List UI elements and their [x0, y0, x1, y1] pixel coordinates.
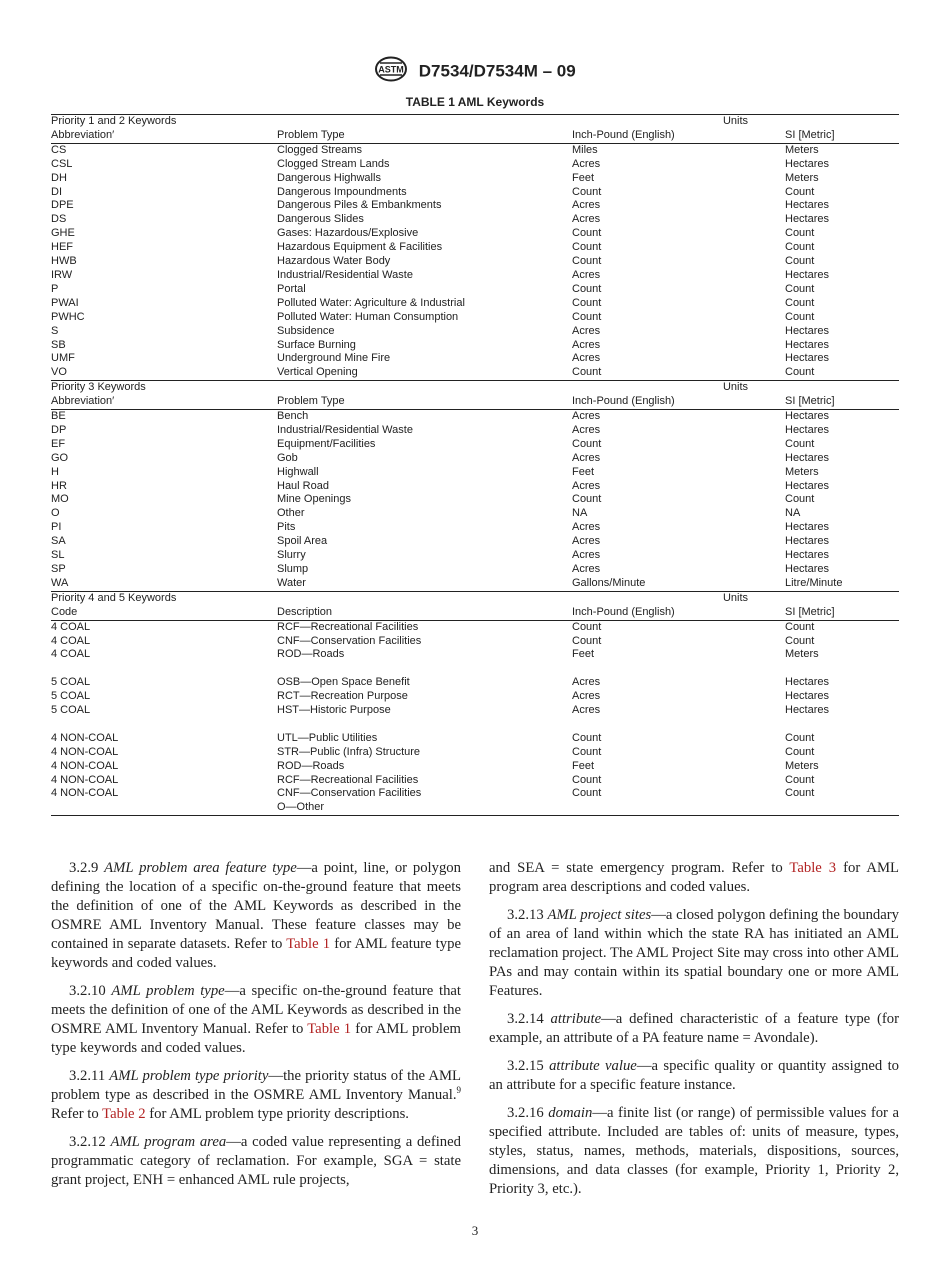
table-cell: Acres	[572, 199, 601, 212]
table-cell: 4 COAL	[51, 648, 91, 661]
table-cell: P	[51, 282, 59, 295]
table-row	[51, 718, 899, 732]
table-cell: NA	[572, 507, 588, 520]
table-cell: Hectares	[785, 410, 830, 423]
standard-designation: D7534/D7534M – 09	[418, 61, 576, 81]
footnote-ref[interactable]: 9	[456, 1085, 461, 1096]
column-header: Problem Type	[277, 129, 572, 143]
table-row	[51, 269, 899, 283]
table-cell: Meters	[785, 759, 819, 772]
table-cell	[785, 718, 899, 732]
table-cell: Hectares	[785, 690, 830, 703]
column-header: Abbreviation′	[51, 129, 277, 143]
table-cell: Count	[785, 773, 815, 786]
table-row	[51, 410, 899, 424]
column-header: Abbreviation′	[51, 395, 277, 409]
paragraph-3-2-15: 3.2.15 attribute value—a specific quality or quantity assigned to an attribute for a specific feature instance.	[489, 1058, 899, 1093]
table-cell: Acres	[572, 704, 601, 717]
table-cell: HR	[51, 479, 67, 492]
table-cell: CSL	[51, 157, 73, 170]
table-cell: Litre/Minute	[785, 576, 843, 589]
table-cell: Vertical Opening	[277, 366, 358, 379]
table-cell: Acres	[572, 268, 601, 281]
table-row	[51, 452, 899, 466]
paragraph-3-2-12: 3.2.12 AML program area—a coded value representing a defined programmatic category of reclamation. For example, SGA = state grant project, ENH = enhanced AML rule projects,	[51, 1134, 462, 1188]
table-cell: Hectares	[785, 324, 830, 337]
table-cell: DI	[51, 185, 62, 198]
table-cell: Count	[785, 731, 815, 744]
table-group-header	[51, 115, 899, 129]
table-row	[51, 466, 899, 480]
table-cell: Clogged Stream Lands	[277, 157, 390, 170]
table-cell: RCF—Recreational Facilities	[277, 620, 419, 633]
table-cell: WA	[51, 576, 69, 589]
table-cell: Feet	[572, 648, 595, 661]
table-cell: Acres	[572, 549, 601, 562]
table-row	[51, 620, 899, 634]
table-cell	[572, 801, 785, 815]
table-cell: 5 COAL	[51, 704, 91, 717]
table-cell: Other	[277, 507, 305, 520]
text-column-right	[489, 859, 899, 1208]
table-cell: Acres	[572, 521, 601, 534]
paragraph-3-2-13: 3.2.13 AML project sites—a closed polygon defining the boundary of an area of land within which the state RA has initiated an AML reclamation project. The AML Project Site may cross into other AML PAs and may contain within its spatial boundary one or more AML Features.	[489, 907, 900, 999]
table-cell: SL	[51, 549, 65, 562]
table-row	[51, 255, 899, 269]
table-cell: Count	[785, 310, 815, 323]
units-label: Units	[722, 115, 749, 127]
paragraph-3-2-9: 3.2.9 AML problem area feature type—a point, line, or polygon defining the location of a specific on-the-ground feature that meets the definition of one of the AML Keywords as described in the OSMRE AML Inventory Manual. These feature classes may be contained in separate datasets. Refer to Table 1 for AML feature type keywords and coded values.	[51, 860, 461, 971]
table-row	[51, 704, 899, 718]
table-cell: Count	[785, 185, 815, 198]
table-row	[51, 339, 899, 353]
table-row	[51, 424, 899, 438]
column-header: Code	[51, 606, 277, 620]
table-cell: Gob	[277, 451, 298, 464]
table-cell	[785, 662, 899, 676]
table-cell: UTL—Public Utilities	[277, 731, 378, 744]
table-cell: Acres	[572, 157, 601, 170]
page-header	[0, 56, 950, 87]
table-row	[51, 563, 899, 577]
table-cell: Hectares	[785, 423, 830, 436]
table-row	[51, 521, 899, 535]
table-cell: Meters	[785, 465, 819, 478]
table-cell: O—Other	[277, 801, 325, 814]
table-cell: S	[51, 324, 59, 337]
table-cell: Industrial/Residential Waste	[277, 423, 413, 436]
table-cell: Meters	[785, 143, 819, 156]
table-cell: Dangerous Piles & Embankments	[277, 199, 442, 212]
table-cell	[277, 718, 572, 732]
table-cell: Count	[572, 493, 602, 506]
table-row	[51, 787, 899, 801]
table-cell: Count	[785, 296, 815, 309]
table-cell: Count	[785, 255, 815, 268]
table-3-link[interactable]: Table 3	[789, 860, 837, 876]
table-cell: Acres	[572, 479, 601, 492]
table-cell: Count	[572, 620, 602, 633]
table-cell: DH	[51, 171, 67, 184]
table-cell: Count	[572, 745, 602, 758]
table-cell: Highwall	[277, 465, 319, 478]
table-row	[51, 143, 899, 157]
table-cell: 4 NON-COAL	[51, 759, 119, 772]
table-cell: PI	[51, 521, 62, 534]
table-cell: ROD—Roads	[277, 759, 345, 772]
table-row	[51, 438, 899, 452]
table-cell: Count	[785, 493, 815, 506]
table-row	[51, 480, 899, 494]
table-row	[51, 507, 899, 521]
table-cell: Count	[572, 255, 602, 268]
table-cell: Feet	[572, 759, 595, 772]
table-cell: Acres	[572, 423, 601, 436]
table-row	[51, 577, 899, 591]
table-cell: Dangerous Highwalls	[277, 171, 381, 184]
table-row	[51, 549, 899, 563]
table-cell: Acres	[572, 213, 601, 226]
table-cell: Hectares	[785, 268, 830, 281]
page-number: 3	[471, 1223, 479, 1238]
table-row	[51, 241, 899, 255]
table-row	[51, 732, 899, 746]
table-cell: Acres	[572, 690, 601, 703]
table-cell: DS	[51, 213, 67, 226]
table-cell: Count	[785, 634, 815, 647]
table-row	[51, 662, 899, 676]
table-1-link[interactable]: Table 1	[286, 936, 331, 952]
table-cell: Miles	[572, 143, 598, 156]
table-row	[51, 158, 899, 172]
astm-logo-icon	[374, 56, 408, 87]
table-cell: 4 NON-COAL	[51, 787, 119, 800]
table-row	[51, 760, 899, 774]
column-header: SI [Metric]	[785, 129, 899, 143]
table-cell: Count	[572, 634, 602, 647]
table-cell: Clogged Streams	[277, 143, 362, 156]
table-cell: Hectares	[785, 157, 830, 170]
table-cell	[572, 662, 785, 676]
table-cell: Water	[277, 576, 306, 589]
column-header: SI [Metric]	[785, 395, 899, 409]
table-cell: Feet	[572, 171, 595, 184]
text-column-left	[51, 859, 461, 1199]
paragraph-3-2-16: 3.2.16 domain—a finite list (or range) of permissible values for a specified attribute. Included are tables of: units of measure, types, styles, status, names, methods, materials, dispositions, sources, dimensions, and data classes (for example, Priority 1, Priority 2, Priority 3, etc.).	[489, 1105, 899, 1197]
table-cell: Count	[572, 296, 602, 309]
table-cell: Acres	[572, 563, 601, 575]
table-cell: GO	[51, 451, 69, 464]
table-row	[51, 283, 899, 297]
table-cell: Count	[572, 773, 602, 786]
table-cell: Hazardous Water Body	[277, 255, 391, 268]
table-cell: CNF—Conservation Facilities	[277, 787, 422, 800]
table-cell: 5 COAL	[51, 690, 91, 703]
table-cell: Polluted Water: Agriculture & Industrial	[277, 296, 465, 309]
paragraph-3-2-11: 3.2.11 AML problem type priority—the priority status of the AML problem type as described in the OSMRE AML Inventory Manual.$^9$ Refer to Table 2 for AML problem type priority descriptions.	[51, 1068, 461, 1122]
table-cell: Gallons/Minute	[572, 576, 646, 589]
table-cell: Hazardous Equipment & Facilities	[277, 241, 443, 254]
table-row	[51, 199, 899, 213]
table-row	[51, 774, 899, 788]
table-row	[51, 493, 899, 507]
table-cell: PWAI	[51, 296, 79, 309]
table-cell: Count	[785, 745, 815, 758]
group-label: Priority 3 Keywords	[51, 381, 572, 395]
table-cell: Count	[572, 185, 602, 198]
table-row	[51, 213, 899, 227]
table-cell: Hectares	[785, 352, 830, 365]
table-cell: Polluted Water: Human Consumption	[277, 310, 459, 323]
table-cell	[51, 662, 277, 676]
table-cell: Industrial/Residential Waste	[277, 268, 413, 281]
table-cell: OSB—Open Space Benefit	[277, 676, 410, 689]
table-cell: SB	[51, 338, 66, 351]
table-cell: 4 NON-COAL	[51, 745, 119, 758]
group-label: Priority 4 and 5 Keywords	[51, 591, 572, 605]
table-cell: O	[51, 507, 60, 520]
table-cell: CS	[51, 143, 67, 156]
table-cell: UMF	[51, 352, 75, 365]
table-cell: Count	[785, 282, 815, 295]
table-cell: Count	[572, 366, 602, 379]
table-cell: Feet	[572, 465, 595, 478]
aml-keywords-table	[51, 114, 899, 816]
table-row	[51, 311, 899, 325]
units-label: Units	[572, 591, 899, 605]
table-cell: Count	[785, 227, 815, 240]
table-cell: Meters	[785, 648, 819, 661]
table-cell	[51, 718, 277, 732]
table-cell: Bench	[277, 410, 309, 423]
table-cell: Hectares	[785, 213, 830, 226]
logo-text: ASTM	[378, 64, 405, 75]
table-cell: Hectares	[785, 451, 830, 464]
table-row	[51, 186, 899, 200]
table-column-headers	[51, 395, 899, 409]
table-cell: Count	[572, 227, 602, 240]
table-cell: Count	[785, 620, 815, 633]
table-row	[51, 535, 899, 549]
table-cell: Underground Mine Fire	[277, 352, 391, 365]
table-cell: Hectares	[785, 563, 830, 575]
table-cell: H	[51, 465, 59, 478]
units-label: Units	[572, 381, 899, 395]
table-cell: 4 COAL	[51, 620, 91, 633]
table-cell: HWB	[51, 255, 77, 268]
table-column-headers	[51, 129, 899, 143]
table-cell: ROD—Roads	[277, 648, 345, 661]
table-cell: Count	[572, 731, 602, 744]
table-cell: PWHC	[51, 310, 85, 323]
table-cell: BE	[51, 410, 66, 423]
table-cell: NA	[785, 507, 801, 520]
table-cell: Gases: Hazardous/Explosive	[277, 227, 419, 240]
table-cell: Mine Openings	[277, 493, 351, 506]
table-row	[51, 690, 899, 704]
table-row	[51, 352, 899, 366]
table-cell: Count	[572, 310, 602, 323]
table-cell: STR—Public (Infra) Structure	[277, 745, 421, 758]
table-cell: Acres	[572, 410, 601, 423]
table-title: TABLE 1 AML Keywords	[405, 95, 545, 109]
table-group-header	[51, 591, 899, 605]
table-cell: Acres	[572, 451, 601, 464]
table-row	[51, 635, 899, 649]
table-cell: Slump	[277, 563, 309, 575]
table-cell: Equipment/Facilities	[277, 437, 376, 450]
table-cell: GHE	[51, 227, 75, 240]
table-cell: Acres	[572, 535, 601, 548]
table-1-link[interactable]: Table 1	[307, 1021, 352, 1037]
table-cell: Acres	[572, 338, 601, 351]
table-row	[51, 297, 899, 311]
table-cell: Acres	[572, 352, 601, 365]
table-2-link[interactable]: Table 2	[102, 1106, 146, 1122]
table-cell: Count	[572, 787, 602, 800]
table-group-header	[51, 381, 899, 395]
column-header: SI [Metric]	[785, 606, 899, 620]
group-label: Priority 1 and 2 Keywords	[51, 115, 177, 127]
table-cell: IRW	[51, 268, 73, 281]
table-cell: HEF	[51, 241, 73, 254]
column-header: Problem Type	[277, 395, 572, 409]
column-header: Description	[277, 606, 572, 620]
table-cell: Hectares	[785, 521, 830, 534]
paragraph-3-2-10: 3.2.10 AML problem type—a specific on-the-ground feature that meets the definition of one of the AML Keywords as described in the OSMRE AML Inventory Manual. Refer to Table 1 for AML problem type keywords and coded values.	[51, 983, 462, 1056]
table-cell: HST—Historic Purpose	[277, 704, 391, 717]
table-cell: Count	[785, 787, 815, 800]
table-cell	[572, 718, 785, 732]
table-cell: DP	[51, 423, 67, 436]
table-cell: MO	[51, 493, 69, 506]
table-cell: Haul Road	[277, 479, 329, 492]
table-cell: Count	[572, 241, 602, 254]
table-cell: SA	[51, 535, 66, 548]
table-cell: Slurry	[277, 549, 306, 562]
paragraph-3-2-12-continued: and SEA = state emergency program. Refer to Table 3 for AML program area descriptions and coded values.	[489, 860, 900, 895]
column-header: Inch-Pound (English)	[572, 395, 785, 409]
table-row	[51, 801, 899, 815]
table-row	[51, 227, 899, 241]
table-cell: Spoil Area	[277, 535, 328, 548]
table-cell: Hectares	[785, 549, 830, 562]
table-cell: Count	[785, 366, 815, 379]
table-cell: Count	[572, 437, 602, 450]
table-column-headers	[51, 606, 899, 620]
table-cell: Count	[785, 437, 815, 450]
table-cell: Count	[785, 241, 815, 254]
table-cell: Hectares	[785, 535, 830, 548]
table-cell: Hectares	[785, 676, 830, 689]
table-cell	[785, 801, 899, 815]
table-cell: SP	[51, 563, 66, 575]
table-cell: Acres	[572, 324, 601, 337]
table-cell: Portal	[277, 282, 306, 295]
table-cell: CNF—Conservation Facilities	[277, 634, 422, 647]
paragraph-3-2-14: 3.2.14 attribute—a defined characteristic of a feature type (for example, an attribute of a PA feature name = Avondale).	[489, 1011, 899, 1046]
table-row	[51, 366, 899, 380]
table-cell: 5 COAL	[51, 676, 91, 689]
table-cell: Hectares	[785, 199, 830, 212]
table-cell: Surface Burning	[277, 338, 356, 351]
column-header: Inch-Pound (English)	[572, 606, 785, 620]
table-cell: VO	[51, 366, 67, 379]
table-cell: Acres	[572, 676, 601, 689]
table-cell: 4 NON-COAL	[51, 731, 119, 744]
table-cell: Hectares	[785, 479, 830, 492]
table-row	[51, 676, 899, 690]
table-cell: EF	[51, 437, 66, 450]
table-cell	[277, 662, 572, 676]
table-cell: RCT—Recreation Purpose	[277, 690, 408, 703]
table-cell: Dangerous Slides	[277, 213, 364, 226]
table-cell: RCF—Recreational Facilities	[277, 773, 419, 786]
table-cell: Hectares	[785, 338, 830, 351]
table-cell: Subsidence	[277, 324, 335, 337]
table-cell: 4 COAL	[51, 634, 91, 647]
table-cell	[51, 801, 277, 815]
column-header: Inch-Pound (English)	[572, 129, 785, 143]
table-row	[51, 746, 899, 760]
table-cell: DPE	[51, 199, 74, 212]
table-row	[51, 172, 899, 186]
table-cell: 4 NON-COAL	[51, 773, 119, 786]
table-cell: Meters	[785, 171, 819, 184]
table-row	[51, 648, 899, 662]
table-cell: Hectares	[785, 704, 830, 717]
table-row	[51, 325, 899, 339]
table-cell: Count	[572, 282, 602, 295]
table-cell: Dangerous Impoundments	[277, 185, 407, 198]
table-cell: Pits	[277, 521, 296, 534]
